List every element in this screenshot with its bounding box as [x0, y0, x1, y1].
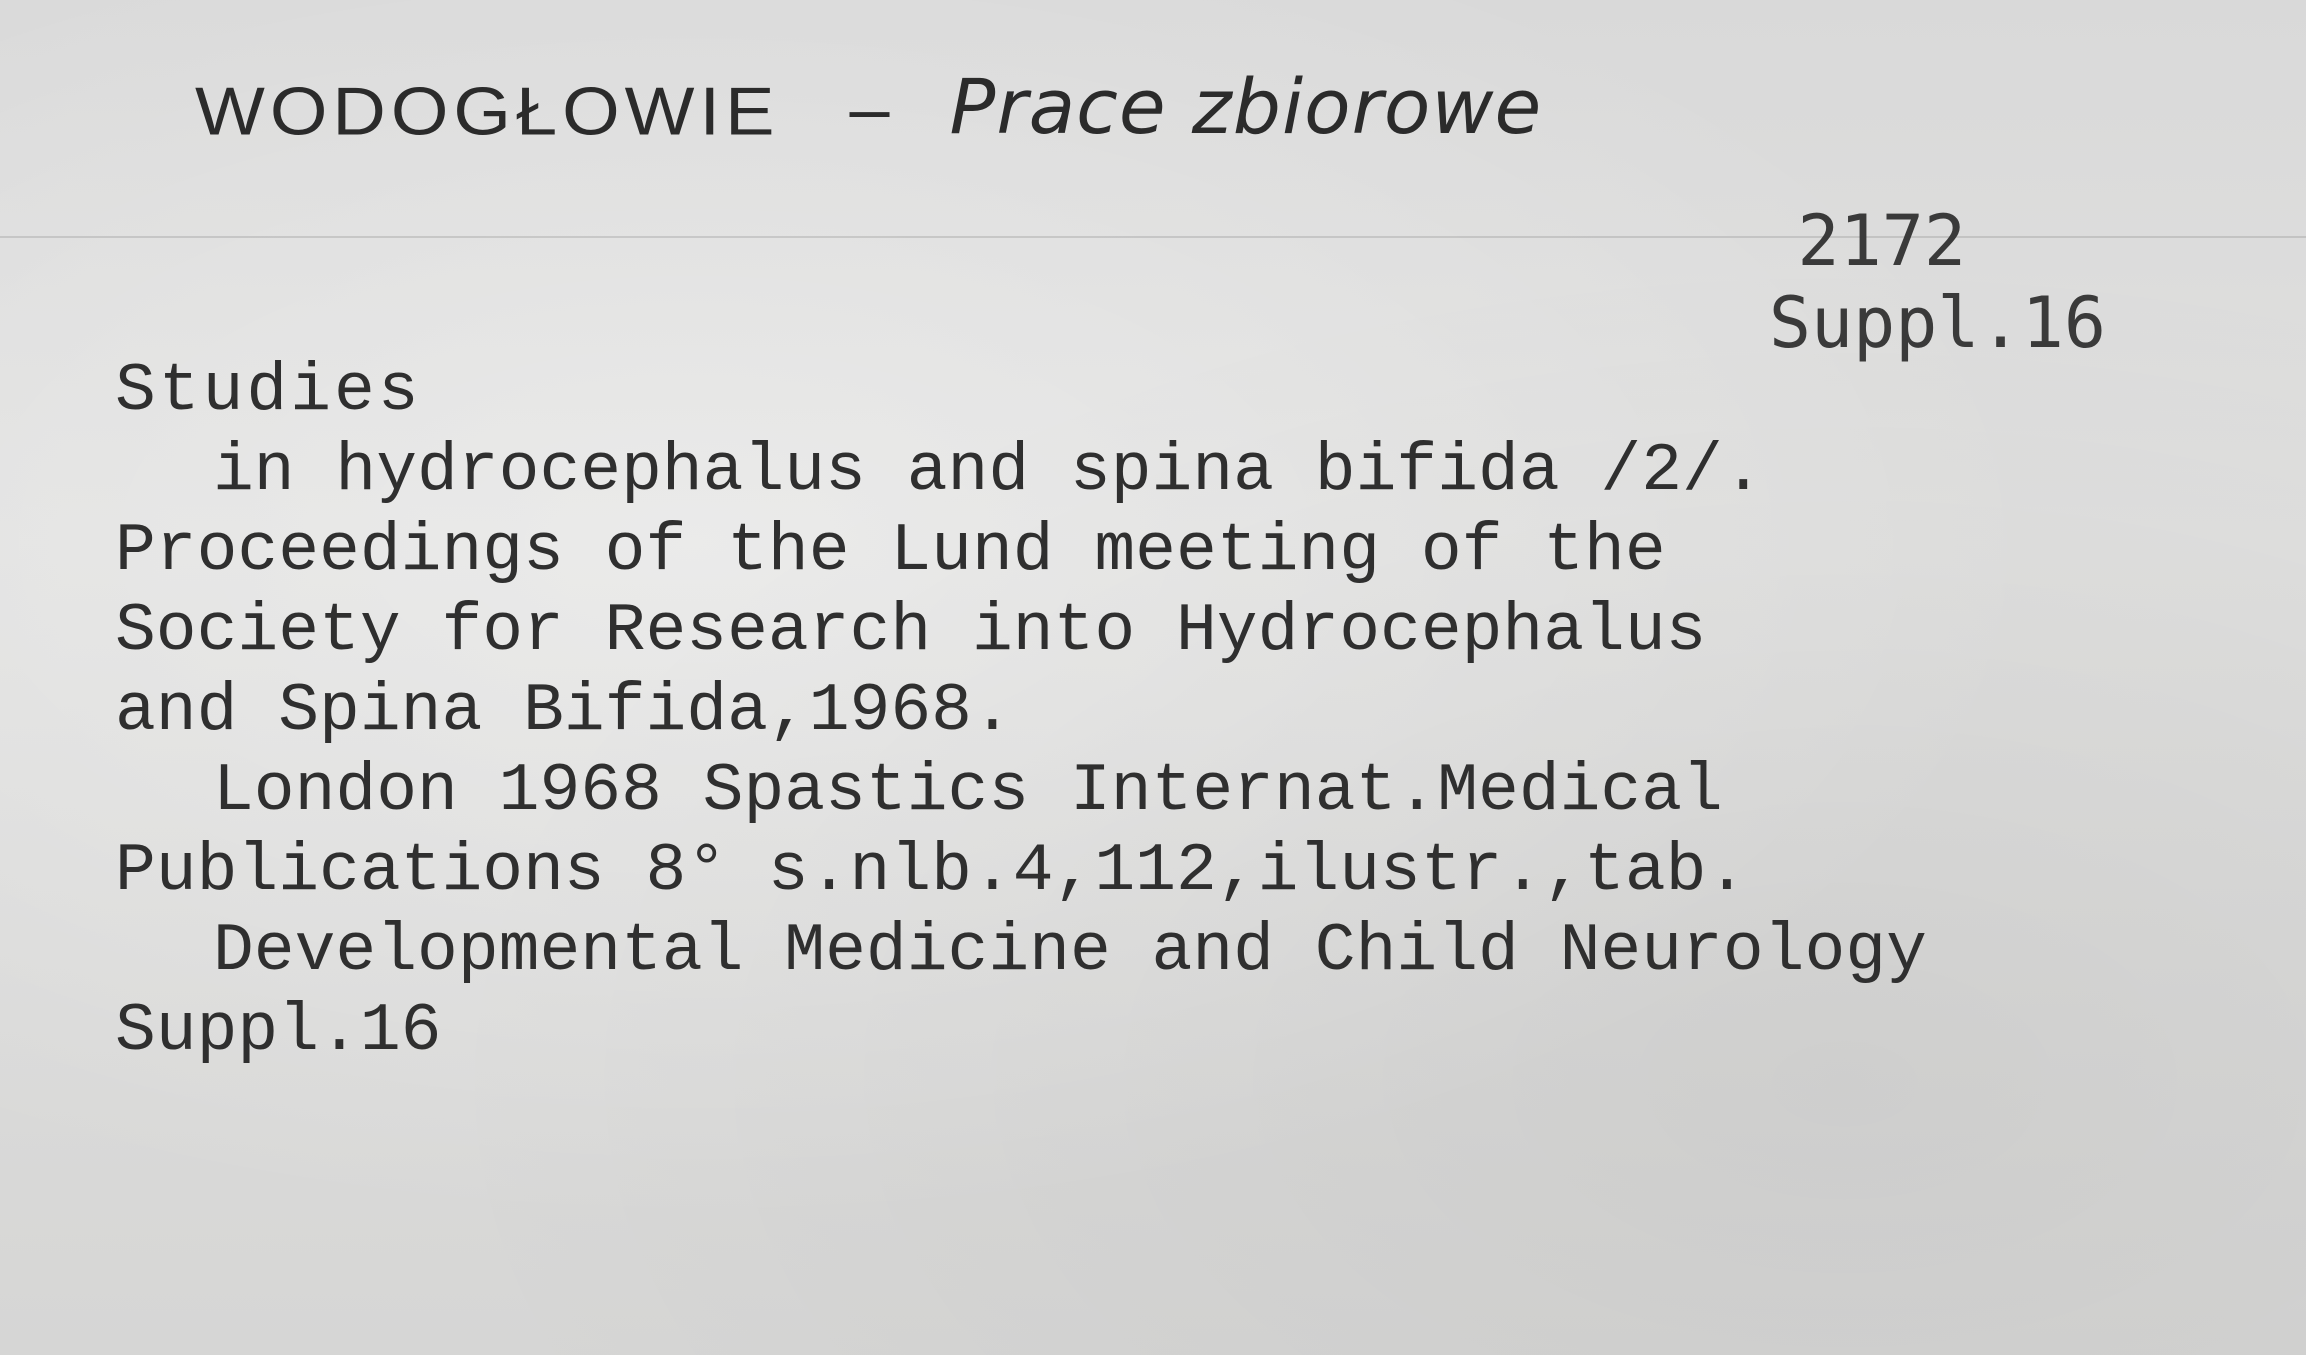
- subject-heading: [195, 62, 1542, 152]
- call-number-suppl: Suppl.16: [1768, 282, 2106, 364]
- description-line-proceedings: Proceedings of the Lund meeting of the: [115, 513, 1666, 590]
- call-number: [1769, 200, 2106, 364]
- description-line-title: Studies: [115, 353, 422, 430]
- call-number-main: 2172: [1797, 200, 1966, 282]
- description-line-society: Society for Research into Hydrocephalus: [115, 593, 1707, 670]
- subject-heading-subdivision: Prace zbiorowe: [949, 62, 1543, 151]
- description-line-collation: Publications 8° s.nlb.4,112,ilustr.,tab.: [115, 833, 1748, 910]
- description-line-series-suppl: Suppl.16: [115, 993, 442, 1070]
- description-line-society-cont: and Spina Bifida,1968.: [115, 673, 1013, 750]
- subject-heading-term: WODOGŁOWIE: [195, 72, 780, 150]
- description-line-imprint: London 1968 Spastics Internat.Medical: [213, 753, 1723, 830]
- description-line-title-cont: in hydrocephalus and spina bifida /2/.: [213, 433, 1764, 510]
- description-line-series: Developmental Medicine and Child Neurology: [213, 913, 1927, 990]
- bibliographic-description: [115, 352, 1927, 1072]
- heading-dash: –: [849, 69, 890, 149]
